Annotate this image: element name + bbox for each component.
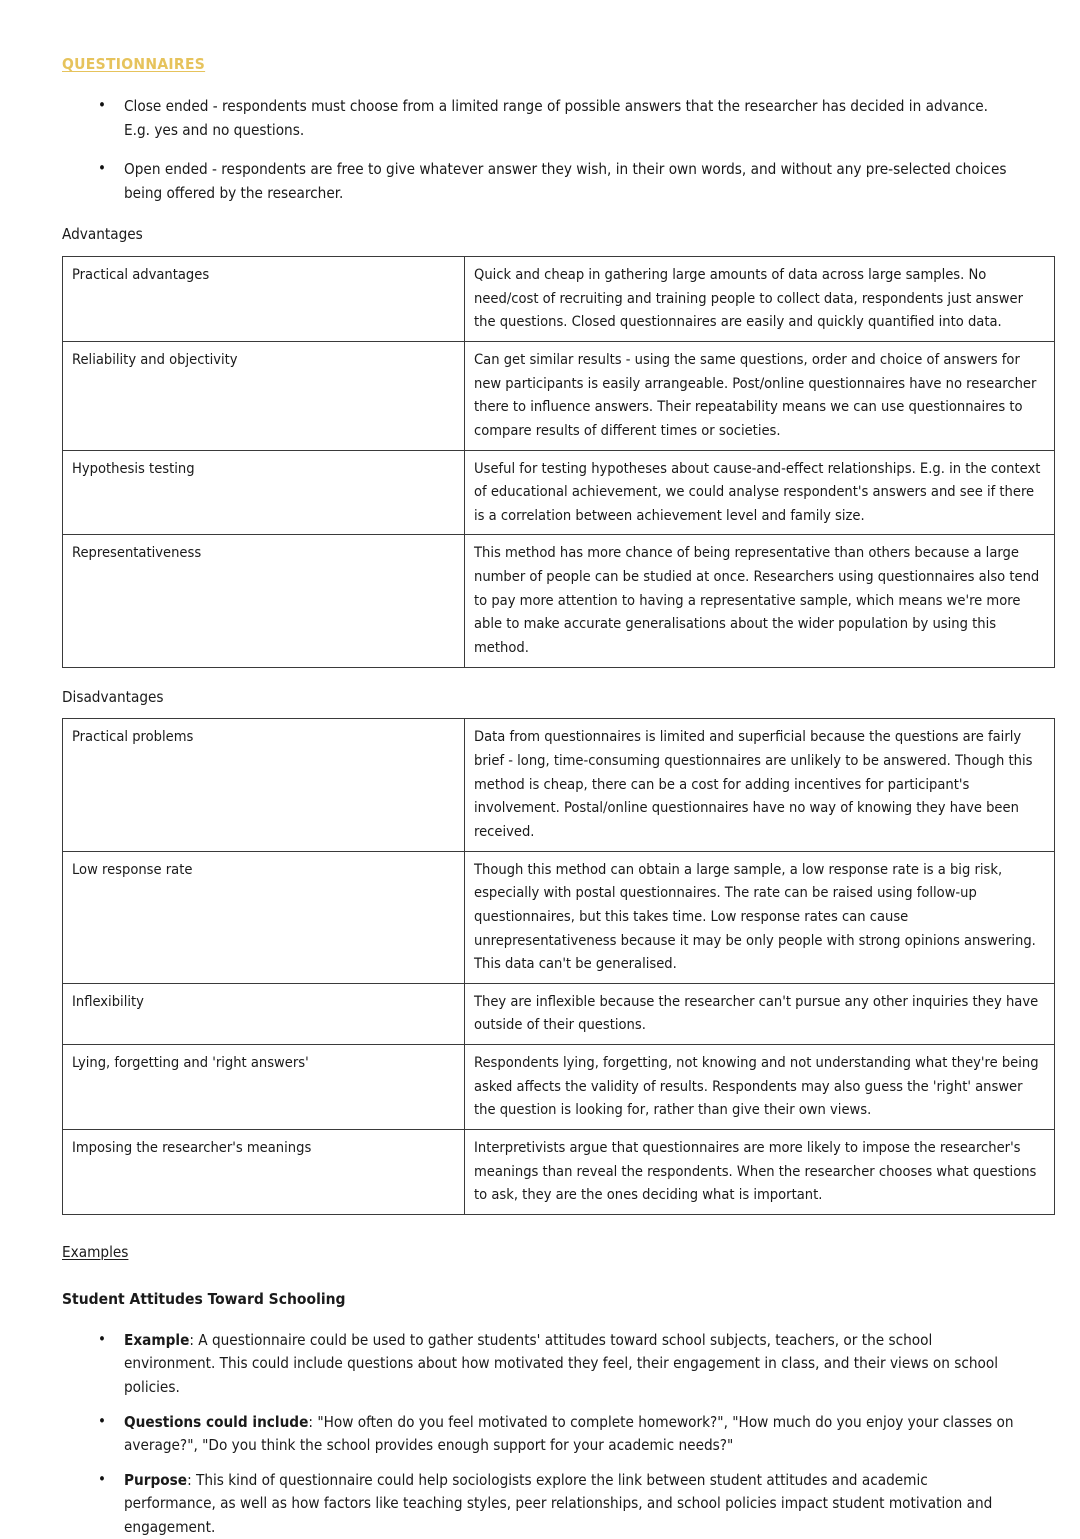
advantages-label: Advantages: [62, 225, 143, 244]
table-row: [63, 1130, 1055, 1215]
table-row: [63, 983, 1055, 1044]
list-item-body: : "How often do you feel motivated to complete homework?", "How much do you enjoy your classes on average?", "Do you think the school provides enough support for your academic needs?": [124, 1412, 1014, 1455]
row-value: Quick and cheap in gathering large amounts of data across large samples. No need/cost of recruiting and training people to collect data, respondents just answer the questions. Closed questionnaires are easily and quickly quantified into data.: [465, 257, 1055, 342]
table-row: [63, 450, 1055, 535]
row-key: Lying, forgetting and 'right answers': [63, 1045, 465, 1130]
row-key: Inflexibility: [63, 983, 465, 1044]
list-item: • Close ended - respondents must choose from a limited range of possible answers that the researcher has decided in advance. E.g. yes and no questions.: [62, 95, 1018, 142]
examples-bullet-list: [62, 1329, 1018, 1539]
row-value: Interpretivists argue that questionnaires are more likely to impose the researcher's meanings than reveal the respondents. When the researcher chooses what questions to ask, they are the ones deciding what is important.: [465, 1130, 1055, 1215]
row-value: This method has more chance of being representative than others because a large number of people can be studied at once. Researchers using questionnaires also tend to pay more attention to having a representative sample, which means we're more able to make accurate generalisations about the wider population by using this method.: [465, 535, 1055, 667]
list-item: • Open ended - respondents are free to give whatever answer they wish, in their own words, and without any pre-selected choices being offered by the researcher.: [62, 158, 1018, 205]
list-item-lead: Example: [124, 1330, 190, 1349]
page-title: QUESTIONNAIRES: [62, 55, 206, 73]
list-item-body: : This kind of questionnaire could help sociologists explore the link between student attitudes and academic performance, as well as how factors like teaching styles, peer relationships, and school policies impact student motivation and engagement.: [124, 1470, 993, 1536]
advantages-table: [62, 256, 1055, 668]
disadvantages-label: Disadvantages: [62, 687, 164, 706]
row-value: Though this method can obtain a large sample, a low response rate is a big risk, especially with postal questionnaires. The rate can be raised using follow-up questionnaires, but this takes time. Low response rates can cause unrepresentativeness because it may be only people with strong opinions answering. This data can't be generalised.: [465, 851, 1055, 983]
row-value: Respondents lying, forgetting, not knowing and not understanding what they're being asked affects the validity of results. Respondents may also guess the 'right' answer the question is looking for, rather than give their own views.: [465, 1045, 1055, 1130]
list-item: [62, 1411, 1018, 1458]
table-row: [63, 719, 1055, 851]
row-key: Imposing the researcher's meanings: [63, 1130, 465, 1215]
row-value: Data from questionnaires is limited and superficial because the questions are fairly brief - long, time-consuming questionnaires are unlikely to be answered. Though this method is cheap, there can be a cost for adding incentives for participant's involvement. Postal/online questionnaires have no way of knowing they have been received.: [465, 719, 1055, 851]
table-spacer: [62, 1215, 1018, 1223]
row-key: Low response rate: [63, 851, 465, 983]
list-item-body: : A questionnaire could be used to gather students' attitudes toward school subjects, teachers, or the school environment. This could include questions about how motivated they feel, their engagement in class, and their views on school policies.: [124, 1330, 999, 1396]
examples-heading: Student Attitudes Toward Schooling: [62, 1289, 346, 1308]
row-key: Practical problems: [63, 719, 465, 851]
examples-label: Examples: [62, 1242, 129, 1261]
row-value: Useful for testing hypotheses about cause-and-effect relationships. E.g. in the context of educational achievement, we could analyse respondent's answers and see if there is a correlation between achievement level and family size.: [465, 450, 1055, 535]
table-row: [63, 535, 1055, 667]
row-key: Reliability and objectivity: [63, 341, 465, 450]
list-item-lead: Questions could include: [124, 1412, 309, 1431]
list-item: [62, 1469, 1018, 1539]
disadvantages-table: [62, 718, 1055, 1215]
row-value: Can get similar results - using the same questions, order and choice of answers for new participants is easily arrangeable. Post/online questionnaires have no researcher there to influence answers. Their repeatability means we can use questionnaires to compare results of different times or societies.: [465, 341, 1055, 450]
row-key: Representativeness: [63, 535, 465, 667]
table-row: [63, 257, 1055, 342]
list-item: [62, 1329, 1018, 1400]
list-item-lead: Purpose: [124, 1470, 188, 1489]
examples-label-wrap: [62, 1223, 1018, 1263]
intro-bullet-list: [62, 95, 1018, 205]
row-key: Practical advantages: [63, 257, 465, 342]
table-row: [63, 341, 1055, 450]
table-row: [63, 851, 1055, 983]
row-key: Hypothesis testing: [63, 450, 465, 535]
row-value: They are inflexible because the researcher can't pursue any other inquiries they have outside of their questions.: [465, 983, 1055, 1044]
table-row: [63, 1045, 1055, 1130]
